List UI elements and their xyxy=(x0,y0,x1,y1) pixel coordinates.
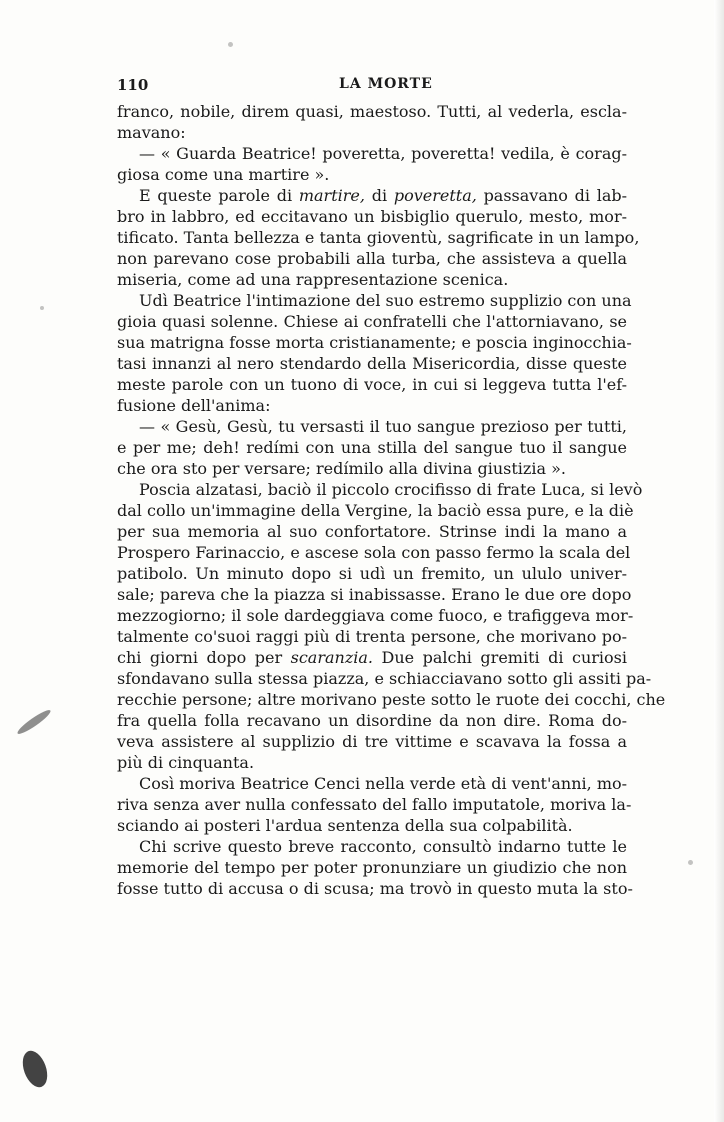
text-line: meste parole con un tuono di voce, in cui si leggeva tutta l'ef- xyxy=(117,375,627,394)
text-line: che ora sto per versare; redímilo alla divina giustizia ». xyxy=(117,459,566,478)
text-line: miseria, come ad una rappresentazione scenica. xyxy=(117,270,509,289)
text-line: talmente co'suoi raggi più di trenta persone, che morivano po- xyxy=(117,627,627,646)
paper-speck xyxy=(228,42,233,47)
text-line: non parevano cose probabili alla turba, che assisteva a quella xyxy=(117,249,627,268)
italic-word: poveretta, xyxy=(393,186,477,205)
text-line: Udì Beatrice l'intimazione del suo estremo supplizio con una xyxy=(139,291,632,310)
text-line: gioia quasi solenne. Chiese ai confratelli che l'attorniavano, se xyxy=(117,312,627,331)
page-edge-shadow xyxy=(714,0,724,1122)
text-line: fosse tutto di accusa o di scusa; ma trovò in questo muta la sto- xyxy=(117,879,633,898)
italic-word: martire, xyxy=(298,186,365,205)
text-line: E queste parole di martire, di poveretta, passavano di lab- xyxy=(139,186,628,205)
text-line: fra quella folla recavano un disordine da non dire. Roma do- xyxy=(117,711,627,730)
text-line: tasi innanzi al nero stendardo della Misericordia, disse queste xyxy=(117,354,627,373)
italic-word: scaranzia. xyxy=(290,648,373,667)
text-line: Così moriva Beatrice Cenci nella verde età di vent'anni, mo- xyxy=(139,774,628,793)
text-line: sale; pareva che la piazza si inabissasse. Erano le due ore dopo xyxy=(117,585,632,604)
paper-speck xyxy=(40,306,44,310)
running-title: LA MORTE xyxy=(339,76,433,92)
text-line: memorie del tempo per poter pronunziare un giudizio che non xyxy=(117,858,627,877)
text-line: sciando ai posteri l'ardua sentenza della sua colpabilità. xyxy=(117,816,573,835)
text-line: Poscia alzatasi, baciò il piccolo crocifisso di frate Luca, si levò xyxy=(139,480,643,499)
ink-smudge xyxy=(18,1047,52,1090)
text-line: sua matrigna fosse morta cristianamente; e poscia inginocchia- xyxy=(117,333,632,352)
text-line: — « Guarda Beatrice! poveretta, poveretta! vedila, è corag- xyxy=(139,144,627,163)
text-line: sfondavano sulla stessa piazza, e schiacciavano sotto gli assiti pa- xyxy=(117,669,652,688)
paper-speck xyxy=(688,860,693,865)
text-line: franco, nobile, direm quasi, maestoso. Tutti, al vederla, escla- xyxy=(117,102,627,121)
body-text xyxy=(117,101,666,899)
text-line: mezzogiorno; il sole dardeggiava come fuoco, e trafiggeva mor- xyxy=(117,606,634,625)
text-line: veva assistere al supplizio di tre vittime e scavava la fossa a xyxy=(117,732,627,751)
text-line: per sua memoria al suo confortatore. Strinse indi la mano a xyxy=(117,522,627,541)
text-line: Prospero Farinaccio, e ascese sola con passo fermo la scala del xyxy=(117,543,631,562)
text-line: e per me; deh! redími con una stilla del sangue tuo il sangue xyxy=(117,438,627,457)
text-line: recchie persone; altre morivano peste sotto le ruote dei cocchi, che xyxy=(117,690,666,709)
text-line: più di cinquanta. xyxy=(117,753,255,772)
text-line: giosa come una martire ». xyxy=(117,165,330,184)
text-line: dal collo un'immagine della Vergine, la baciò essa pure, e la diè xyxy=(117,501,634,520)
text-line: fusione dell'anima: xyxy=(117,396,271,415)
text-line: tificato. Tanta bellezza e tanta gioventù, sagrificate in un lampo, xyxy=(117,228,640,247)
text-line: riva senza aver nulla confessato del fallo imputatole, moriva la- xyxy=(117,795,632,814)
page-number: 110 xyxy=(117,76,149,94)
page-header xyxy=(117,76,627,98)
ink-smudge xyxy=(15,707,52,736)
text-line: mavano: xyxy=(117,123,186,142)
text-line: bro in labbro, ed eccitavano un bisbiglio querulo, mesto, mor- xyxy=(117,207,627,226)
text-line: — « Gesù, Gesù, tu versasti il tuo sangue prezioso per tutti, xyxy=(139,417,627,436)
text-line: chi giorni dopo per scaranzia. Due palchi gremiti di curiosi xyxy=(117,648,628,667)
text-line: Chi scrive questo breve racconto, consultò indarno tutte le xyxy=(139,837,627,856)
text-line: patibolo. Un minuto dopo si udì un fremito, un ululo univer- xyxy=(117,564,627,583)
